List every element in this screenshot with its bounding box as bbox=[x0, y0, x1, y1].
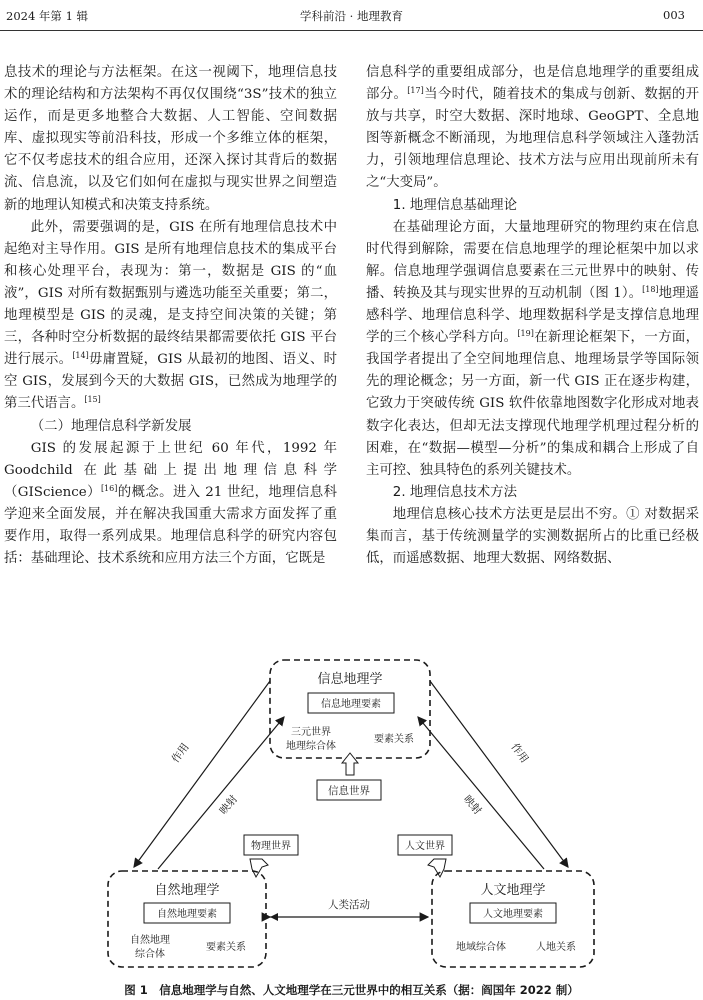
right-inner-label: 映射 bbox=[460, 793, 484, 817]
human-activity-arrow-head-left bbox=[270, 913, 278, 921]
info-right-label: 要素关系 bbox=[374, 734, 414, 745]
page-header bbox=[0, 0, 703, 34]
right-column bbox=[366, 62, 699, 570]
subsection-title: 1. 地理信息基础理论 bbox=[392, 197, 517, 213]
physical-element-label: 自然地理要素 bbox=[157, 909, 217, 920]
paragraph: 此外，需要强调的是，GIS 在所有地理信息技术中起绝对主导作用。GIS 是所有地理信息技术的集成平台和核心处理平台，表现为：第一，数据是 GIS 的“血液”，GIS 对所有数据甄别与遴选功能至关重要；第二，地理模型是 GIS 的灵魂，是支持空间决策的关键；第三，各种时空分析数据的最终结果都需要依托 GIS 平台进行展示。[14]毋庸置疑，GIS 从最初的地图、语义、时空 GIS，发展到今天的大数据 GIS，已然成为地理学的第三代语言。[15] bbox=[4, 219, 337, 412]
paragraph: 信息科学的重要组成部分，也是信息地理学的重要组成部分。[17]当今时代，随着技术的集成与创新、数据的开放与共享，时空大数据、深时地球、GeoGPT、全息地图等新概念不断涌现，为地理信息科学领域注入蓬勃活力，引领地理信息理论、技术方法与应用出现前所未有之“大变局”。 bbox=[366, 65, 700, 191]
paragraph: GIS 的发展起源于上世纪 60 年代，1992 年 Goodchild 在此基础上提出地理信息科学（GIScience）[16]的概念。进入 21 世纪，地理信息科学迎来全面发展，并在解决我国重大需求方面发挥了重要作用，取得一系列成果。地理信息科学的研究内容包括：基础理论、技术系统和应用方法三个方面，它既是 bbox=[4, 440, 337, 567]
issue-label: 2024 年第 1 辑 bbox=[6, 9, 89, 23]
info-element-label: 信息地理要素 bbox=[321, 699, 381, 710]
citation[interactable]: [16] bbox=[100, 483, 118, 493]
paragraph: 地理信息核心技术方法更是层出不穷。① 对数据采集而言，基于传统测量学的实测数据所占的比重已经极低，而遥感数据、地理大数据、网络数据、 bbox=[366, 506, 699, 567]
physical-world-label: 物理世界 bbox=[251, 841, 291, 852]
human-activity-label: 人类活动 bbox=[328, 899, 370, 911]
human-left-label: 地域综合体 bbox=[456, 942, 506, 953]
physical-geography-title: 自然地理学 bbox=[154, 883, 220, 898]
section-title: （二）地理信息科学新发展 bbox=[30, 418, 192, 434]
info-left-line1: 三元世界 bbox=[291, 727, 331, 738]
citation[interactable]: [18] bbox=[642, 284, 659, 294]
info-left-line2: 地理综合体 bbox=[286, 741, 336, 752]
subsection-title: 2. 地理信息技术方法 bbox=[392, 484, 517, 500]
citation[interactable]: [19] bbox=[517, 329, 534, 339]
right-outer-label: 作用 bbox=[508, 741, 531, 766]
page-number: 003 bbox=[663, 8, 685, 22]
human-geography-title: 人文地理学 bbox=[480, 883, 546, 898]
paragraph: 在基础理论方面，大量地理研究的物理约束在信息时代得到解除，需要在信息地理学的理论框架中加以求解。信息地理学强调信息要素在三元世界中的映射、传播、转换及其与现实世界的互动机制（图 1）。[18]地理遥感科学、地理信息科学、地理数据科学是支撑信息地理学的三个核心学科方向。[19]在新理论框架下，一方面，我国学者提出了全空间地理信息、地理场景学等国际领先的理论概念；另一方面，新一代 GIS 正在逐步构建，它致力于突破传统 GIS 软件依靠地图数字化形成对地表数字化表达，但却无法支撑现代地理学机理过程分析的困难，在“数据—模型—分析”的集成和耦合上形成了自主可控、独具特色的系列关键技术。 bbox=[366, 219, 700, 478]
left-outer-label: 作用 bbox=[169, 741, 192, 766]
citation[interactable]: [17] bbox=[407, 86, 424, 96]
citation[interactable]: [15] bbox=[84, 395, 101, 405]
citation[interactable]: [14] bbox=[72, 351, 89, 361]
up-hollow-arrow bbox=[342, 753, 358, 775]
figure-caption: 图 1 信息地理学与自然、人文地理学在三元世界中的相互关系（据：阎国年 2022 制） bbox=[124, 983, 579, 997]
physical-hollow-arrow bbox=[250, 859, 268, 877]
human-element-label: 人文地理要素 bbox=[483, 909, 543, 920]
column-title: 学科前沿 · 地理教育 bbox=[300, 9, 403, 23]
human-right-label: 人地关系 bbox=[536, 942, 576, 953]
left-column bbox=[4, 62, 337, 570]
paragraph: 息技术的理论与方法框架。在这一视阈下，地理信息技术的理论结构和方法架构不再仅仅围绕“3S”技术的独立运作，而是更多地整合大数据、人工智能、空间数据库、虚拟现实等前沿科技，形成一个多维立体的框架，它不仅考虑技术的组合应用，还深入探讨其背后的数据流、信息流，以及它们如何在虚拟与现实世界之间塑造新的地理认知模式和决策支持系统。 bbox=[4, 65, 337, 213]
physical-right-label: 要素关系 bbox=[206, 942, 246, 953]
physical-left-line1: 自然地理 bbox=[130, 935, 170, 946]
info-geography-title: 信息地理学 bbox=[317, 672, 383, 687]
human-world-label: 人文世界 bbox=[405, 841, 445, 852]
header-rule bbox=[0, 30, 703, 31]
figure-diagram bbox=[0, 645, 703, 975]
left-inner-label: 映射 bbox=[217, 793, 241, 817]
info-world-label: 信息世界 bbox=[328, 785, 370, 797]
figure-1 bbox=[0, 645, 703, 975]
physical-left-line2: 综合体 bbox=[135, 949, 165, 960]
